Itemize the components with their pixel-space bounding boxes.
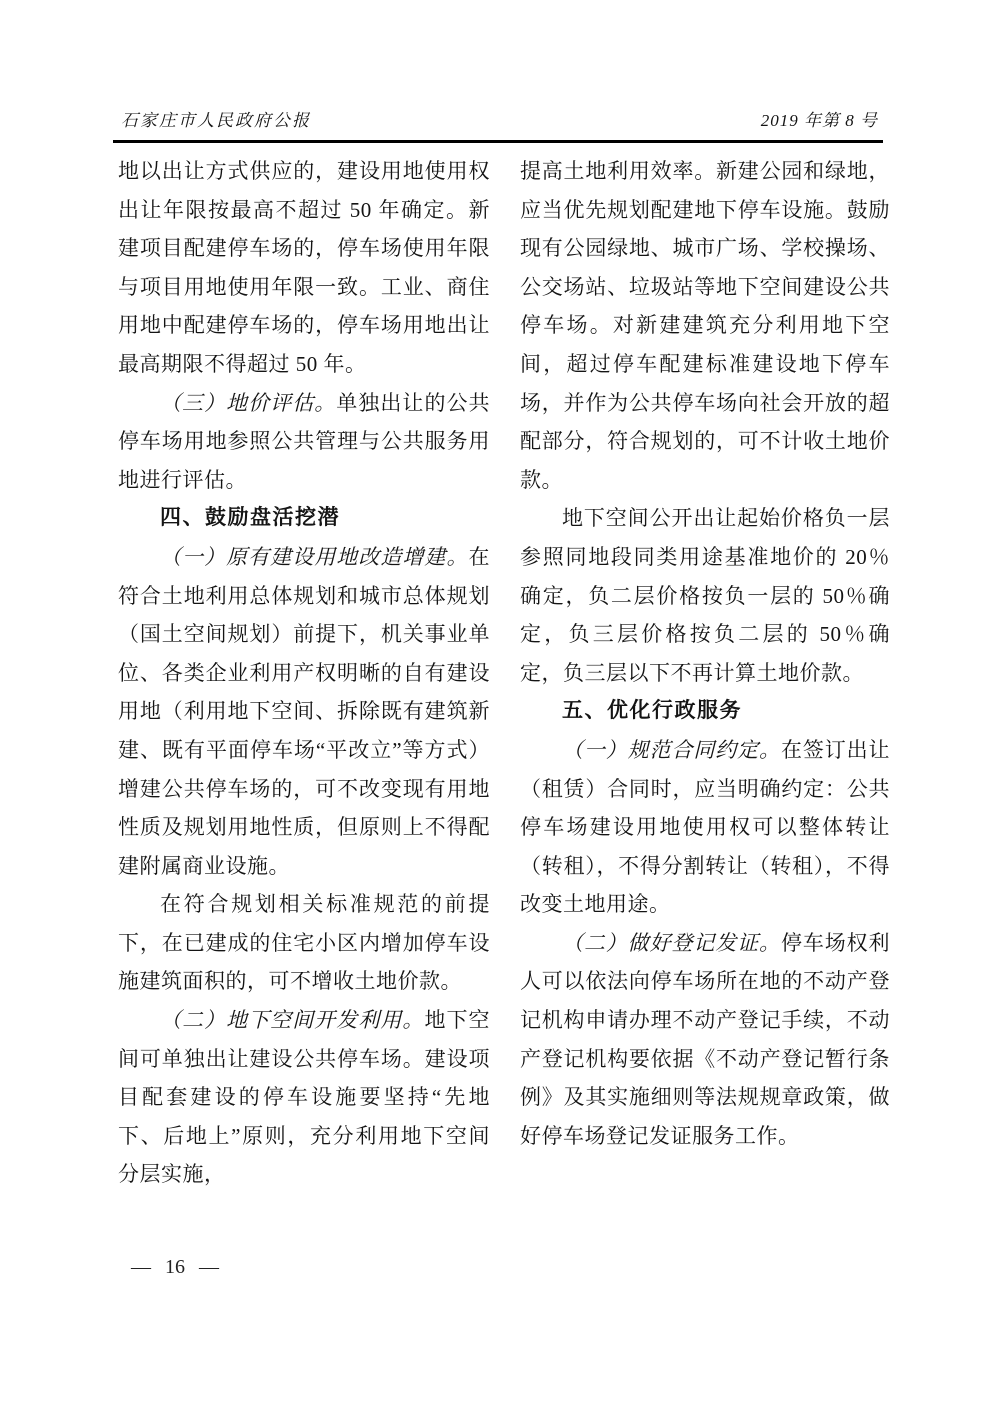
paragraph-clause-2: [118, 1001, 490, 1194]
paragraph-clause-1: [118, 538, 490, 885]
section-heading-4: [118, 499, 490, 538]
heading-text: 四、鼓励盘活挖潜: [160, 506, 340, 530]
paragraph-text: 地以出让方式供应的，建设用地使用权出让年限按最高不超过 50 年确定。新建项目配建停车场的，停车场使用年限与项目用地使用年限一致。工业、商住用地中配建停车场的，停车场用地出让最高期限不得超过 50 年。: [118, 159, 490, 376]
paragraph-continuation: [118, 152, 490, 384]
paragraph-text: 在符合规划相关标准规范的前提下，在已建成的住宅小区内增加停车设施建筑面积的，可不增收土地价款。: [118, 892, 490, 994]
paragraph-continuation: [520, 152, 890, 499]
left-column: [118, 152, 490, 1194]
gazette-title: 石家庄市人民政府公报: [121, 111, 311, 130]
clause-lead: （一）原有建设用地改造增建。: [160, 544, 469, 569]
paragraph-text: 地下空间可单独出让建设公共停车场。建设项目配套建设的停车设施要坚持“先地下、后地上”原则，充分利用地下空间分层实施，: [118, 1008, 491, 1187]
paragraph: [520, 499, 890, 692]
clause-lead: （二）地下空间开发利用。: [160, 1008, 425, 1033]
paragraph: [118, 885, 490, 1001]
clause-lead: （一）规范合同约定。: [562, 737, 781, 762]
paragraph-text: 在签订出让（租赁）合同时，应当明确约定：公共停车场建设用地使用权可以整体转让（转租），不得分割转让（转租），不得改变土地用途。: [520, 737, 891, 917]
heading-text: 五、优化行政服务: [562, 699, 742, 723]
page-header: [113, 106, 883, 143]
paragraph-text: 地下空间公开出让起始价格负一层参照同地段同类用途基准地价的 20％确定，负二层价格按负一层的 50％确定，负三层价格按负二层的 50％确定，负三层以下不再计算土地价款。: [520, 506, 890, 685]
page-footer: [131, 1256, 219, 1279]
paragraph-text: 在符合土地利用总体规划和城市总体规划（国土空间规划）前提下，机关事业单位、各类企业利用产权明晰的自有建设用地（利用地下空间、拆除既有建筑新建、既有平面停车场“平改立”等方式）增建公共停车场的，可不改变现有用地性质及规划用地性质，但原则上不得配建附属商业设施。: [118, 544, 490, 878]
footer-right-dash: —: [199, 1256, 219, 1278]
issue-number: 2019 年第 8 号: [760, 111, 878, 130]
paragraph-clause-2: [520, 924, 890, 1156]
footer-left-dash: —: [131, 1256, 151, 1278]
paragraph-clause-1: [520, 731, 890, 924]
clause-lead: （三）地价评估。: [160, 390, 337, 415]
clause-lead: （二）做好登记发证。: [562, 930, 781, 955]
section-heading-5: [520, 692, 890, 731]
paragraph-text: 提高土地利用效率。新建公园和绿地，应当优先规划配建地下停车设施。鼓励现有公园绿地、城市广场、学校操场、公交场站、垃圾站等地下空间建设公共停车场。对新建建筑充分利用地下空间，超过停车配建标准建设地下停车场，并作为公共停车场向社会开放的超配部分，符合规划的，可不计收土地价款。: [520, 159, 890, 492]
page-number: 16: [165, 1256, 185, 1278]
paragraph-clause-3: [118, 384, 490, 500]
paragraph-text: 停车场权利人可以依法向停车场所在地的不动产登记机构申请办理不动产登记手续，不动产登记机构要依据《不动产登记暂行条例》及其实施细则等法规规章政策，做好停车场登记发证服务工作。: [520, 930, 891, 1148]
right-column: [520, 152, 890, 1155]
paragraph-text: 单独出让的公共停车场用地参照公共管理与公共服务用地进行评估。: [118, 390, 491, 492]
